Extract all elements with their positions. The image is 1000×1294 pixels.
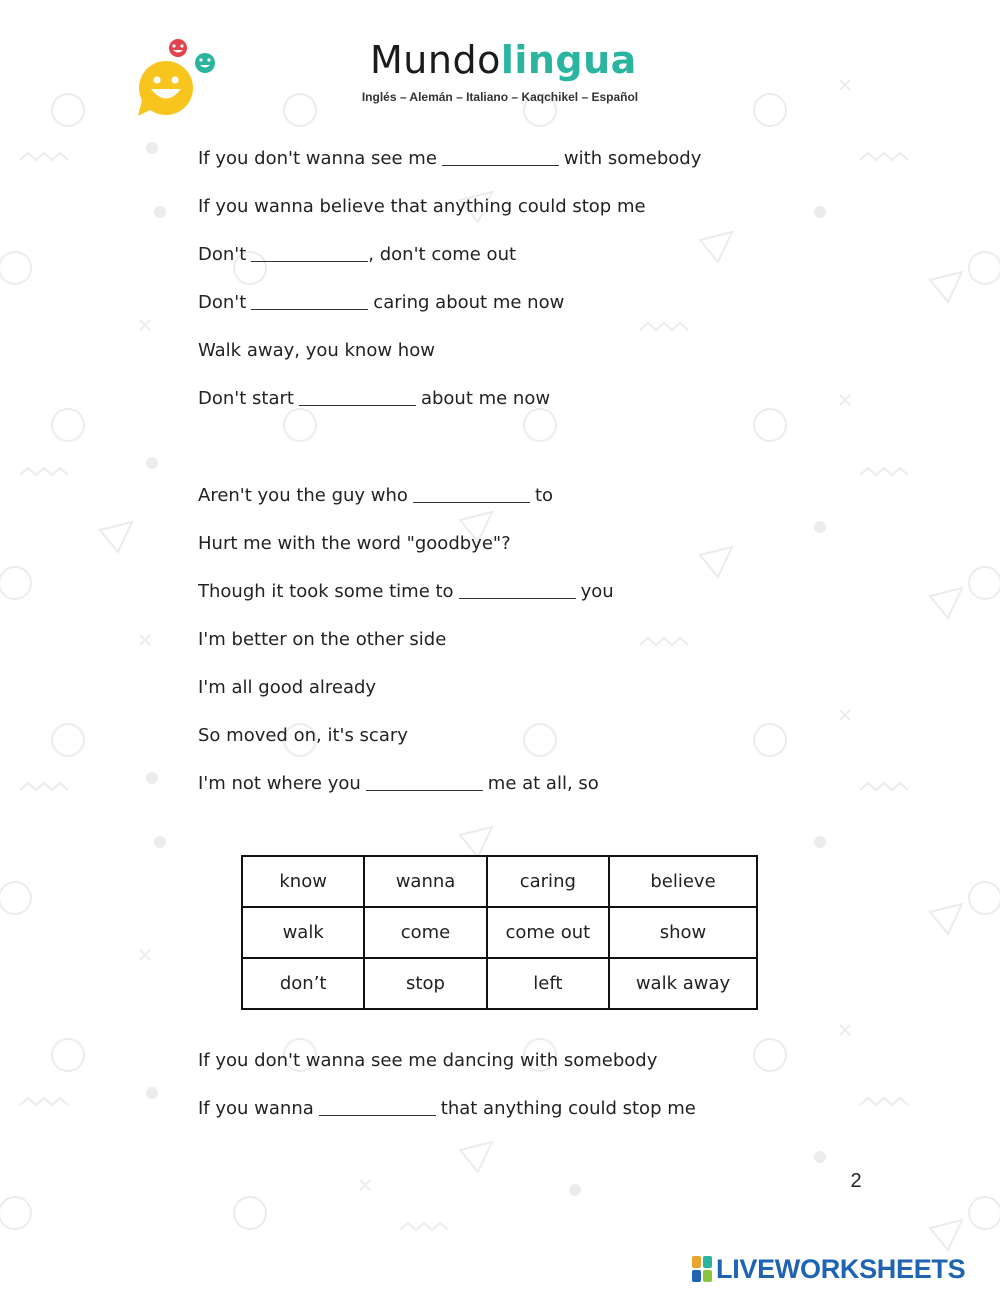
fill-in-blank[interactable] [459, 579, 576, 599]
lyric-line [198, 145, 701, 173]
language-tagline: Inglés – Alemán – Italiano – Kaqchikel – Español [361, 90, 639, 104]
mundolingua-smiley-logo-icon [136, 36, 222, 118]
lyric-text-before: If you don't wanna see me [198, 148, 437, 169]
lyric-text-after: me at all, so [487, 773, 599, 794]
brand-title [370, 36, 637, 84]
lyric-text: I'm all good already [198, 677, 377, 698]
fill-in-blank[interactable] [413, 483, 530, 503]
lyric-line [198, 289, 564, 317]
lyric-line [198, 385, 550, 413]
liveworksheets-mark-icon [692, 1256, 712, 1282]
word-bank-cell: show [609, 907, 757, 958]
word-bank-cell: come [364, 907, 486, 958]
word-bank-cell: don’t [242, 958, 364, 1009]
lyric-line [198, 482, 553, 510]
brand-title-part2: lingua [500, 38, 637, 82]
word-bank-cell: believe [609, 856, 757, 907]
lyric-text-after: , don't come out [368, 244, 517, 265]
lyric-line [198, 193, 646, 221]
lyric-text-after: to [534, 485, 554, 506]
liveworksheets-logo [692, 1254, 965, 1284]
lyric-text: Hurt me with the word "goodbye"? [198, 533, 511, 554]
lyric-text-after: that anything could stop me [440, 1098, 696, 1119]
page-number: 2 [850, 1170, 862, 1192]
lyric-line [198, 1095, 696, 1123]
lyric-text: So moved on, it's scary [198, 725, 408, 746]
lyric-text-before: I'm not where you [198, 773, 361, 794]
fill-in-blank[interactable] [299, 386, 416, 406]
lyric-text: If you wanna believe that anything could stop me [198, 196, 646, 217]
lyric-text-before: Aren't you the guy who [198, 485, 408, 506]
lyric-text-before: Though it took some time to [198, 581, 454, 602]
lyric-line [198, 578, 614, 606]
word-bank-cell: wanna [364, 856, 486, 907]
lyric-text: I'm better on the other side [198, 629, 447, 650]
lyric-text-before: Don't [198, 292, 247, 313]
word-bank-cell: caring [487, 856, 609, 907]
lyric-line [198, 626, 446, 654]
fill-in-blank[interactable] [251, 290, 368, 310]
lyric-line [198, 530, 511, 558]
lyric-line [198, 770, 599, 798]
word-bank-cell: walk away [609, 958, 757, 1009]
lyric-text-after: about me now [420, 388, 551, 409]
lyric-line [198, 337, 435, 365]
lyric-text-after: caring about me now [373, 292, 565, 313]
word-bank-cell: left [487, 958, 609, 1009]
fill-in-blank[interactable] [366, 771, 483, 791]
word-bank-cell: know [242, 856, 364, 907]
lyric-line [198, 674, 376, 702]
fill-in-blank[interactable] [251, 242, 368, 262]
lyric-text: If you don't wanna see me dancing with somebody [198, 1050, 658, 1071]
fill-in-blank[interactable] [319, 1096, 436, 1116]
lyric-line [198, 722, 408, 750]
word-bank-table [241, 855, 758, 1010]
word-bank-row [242, 856, 757, 907]
word-bank-row [242, 907, 757, 958]
liveworksheets-wordmark: LIVEWORKSHEETS [716, 1254, 966, 1284]
word-bank-cell: come out [487, 907, 609, 958]
fill-in-blank[interactable] [442, 146, 559, 166]
brand-title-part1: Mundo [370, 38, 501, 82]
lyric-text: Walk away, you know how [198, 340, 435, 361]
lyric-text-after: you [580, 581, 614, 602]
lyric-text-before: Don't start [198, 388, 294, 409]
word-bank-row [242, 958, 757, 1009]
lyric-text-after: with somebody [563, 148, 702, 169]
lyric-line [198, 241, 516, 269]
lyric-line [198, 1047, 657, 1075]
word-bank-cell: stop [364, 958, 486, 1009]
word-bank-cell: walk [242, 907, 364, 958]
lyric-text-before: Don't [198, 244, 247, 265]
lyric-text-before: If you wanna [198, 1098, 314, 1119]
